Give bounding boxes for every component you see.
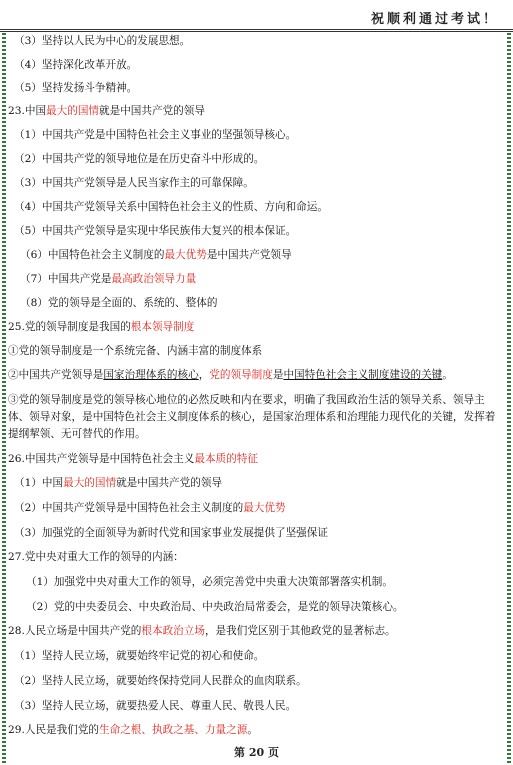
highlight-text: 最高政治领导力量 bbox=[111, 273, 197, 285]
section-heading-26 bbox=[8, 452, 258, 466]
highlight-text: 最大的国情 bbox=[63, 477, 117, 489]
text-segment: （7）中国共产党是 bbox=[20, 273, 112, 285]
underlined-text: 中国特色社会主义制度建设的关键 bbox=[283, 369, 443, 381]
text-line bbox=[14, 476, 222, 490]
text-line: （2）党的中央委员会、中央政治局、中央政治局常委会，是党的领导决策核心。 bbox=[26, 601, 404, 613]
text-segment: （1）中国 bbox=[14, 477, 64, 489]
header-rule bbox=[0, 29, 513, 30]
text-line: （3）坚持人民立场，就要热爱人民、尊重人民、敬畏人民。 bbox=[14, 700, 297, 712]
text-line bbox=[20, 248, 292, 262]
text-line: （4）坚持深化改革开放。 bbox=[14, 59, 138, 71]
underlined-text: 国家治理体系的核心 bbox=[103, 369, 199, 381]
highlight-text: 根本领导制度 bbox=[130, 321, 195, 333]
text-line: （3）中国共产党领导是人民当家作主的可靠保障。 bbox=[14, 177, 254, 189]
text-line: （3）坚持以人民为中心的发展思想。 bbox=[14, 35, 191, 47]
text-segment: 23.中国 bbox=[8, 105, 47, 117]
header-rule bbox=[0, 31, 513, 32]
text-segment: 是中国共产党领导 bbox=[206, 249, 292, 261]
text-line: （2）坚持人民立场，就要始终保持党同人民群众的血肉联系。 bbox=[14, 675, 307, 687]
highlight-text: 党的领导制度 bbox=[209, 369, 273, 381]
text-segment: （2）中国共产党领导是中国特色社会主义制度的 bbox=[14, 502, 244, 514]
text-line: （3）加强党的全面领导为新时代党和国家事业发展提供了坚强保证 bbox=[14, 527, 328, 539]
text-line bbox=[8, 368, 453, 382]
section-heading-28 bbox=[8, 624, 396, 638]
text-segment: ，是我们党区别于其他政党的显著标志。 bbox=[204, 625, 396, 637]
highlight-text: 最大的国情 bbox=[46, 105, 100, 117]
highlight-text: 最大优势 bbox=[243, 502, 286, 514]
text-line: （5）坚持发扬斗争精神。 bbox=[14, 82, 138, 94]
text-line: （1）中国共产党是中国特色社会主义事业的坚强领导核心。 bbox=[14, 129, 297, 141]
text-segment: （6）中国特色社会主义制度的 bbox=[20, 249, 165, 261]
section-heading-23 bbox=[8, 104, 205, 118]
highlight-text: 根本政治立场 bbox=[141, 625, 205, 637]
text-line: （8）党的领导是全面的、系统的、整体的 bbox=[20, 297, 218, 309]
text-segment: ②中国共产党领导是 bbox=[8, 369, 104, 381]
text-segment: 25.党的领导制度是我国的 bbox=[8, 321, 131, 333]
text-line bbox=[20, 272, 196, 286]
paragraph: ③党的领导制度是党的领导核心地位的必然反映和内在要求，明确了我国政治生活的领导关系、领导主体、领导对象，是中国特色社会主义制度体系的核心，是国家治理体系和治理能力现代化的关键，发挥着提纲挈领、无可替代的作用。 bbox=[8, 394, 496, 440]
text-line: （4）中国共产党领导关系中国特色社会主义的性质、方向和命运。 bbox=[14, 201, 328, 213]
page-header bbox=[0, 0, 513, 32]
text-line: ①党的领导制度是一个系统完备、内涵丰富的制度体系 bbox=[8, 345, 263, 357]
text-segment: 就是中国共产党的领导 bbox=[116, 477, 223, 489]
text-segment: 28.人民立场是中国共产党的 bbox=[8, 625, 142, 637]
text-line: （1）坚持人民立场，就要始终牢记党的初心和使命。 bbox=[14, 650, 265, 662]
highlight-text: 最大优势 bbox=[164, 249, 207, 261]
text-line bbox=[14, 501, 286, 515]
section-heading-29 bbox=[8, 723, 258, 737]
header-motto: 祝顺利通过考试！ bbox=[370, 12, 499, 27]
section-heading-25 bbox=[8, 320, 194, 334]
text-segment: 。 bbox=[247, 724, 258, 736]
text-segment: ， bbox=[198, 369, 210, 381]
text-line: （2）中国共产党的领导地位是在历史奋斗中形成的。 bbox=[14, 153, 265, 165]
left-border-stripe bbox=[2, 33, 6, 765]
text-line: （5）中国共产党领导是实现中华民族伟大复兴的根本保证。 bbox=[14, 225, 297, 237]
right-border-stripe bbox=[507, 33, 511, 765]
page-number: 第 20 页 bbox=[234, 746, 279, 759]
text-line: （1）加强党中央对重大工作的领导，必须完善党中央重大决策部署落实机制。 bbox=[26, 576, 393, 588]
text-segment: 是 bbox=[272, 369, 284, 381]
text-segment: 26.中国共产党领导是中国特色社会主义 bbox=[8, 453, 195, 465]
highlight-text: 生命之根、执政之基、力量之源 bbox=[99, 724, 248, 736]
highlight-text: 最本质的特征 bbox=[194, 453, 258, 465]
section-heading-27: 27.党中央对重大工作的领导的内涵： bbox=[8, 551, 184, 563]
text-segment: 29.人民是我们党的 bbox=[8, 724, 100, 736]
text-segment: 。 bbox=[442, 369, 453, 381]
text-segment: 就是中国共产党的领导 bbox=[99, 105, 205, 117]
